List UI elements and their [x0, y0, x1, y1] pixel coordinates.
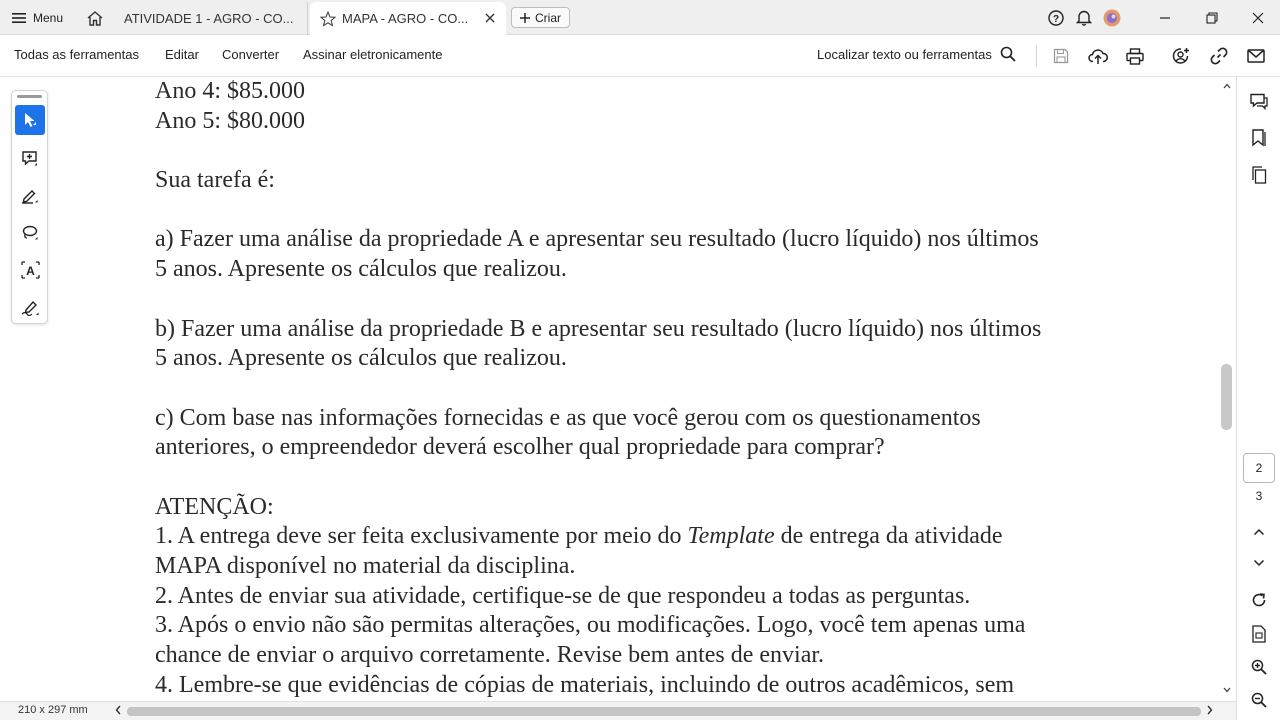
doc-line: c) Com base nas informações fornecidas e as que você gerou com os questionamentos	[155, 404, 981, 431]
restore-icon	[1206, 12, 1218, 24]
add-comment-tool[interactable]	[15, 143, 45, 173]
all-tools-menu[interactable]: Todas as ferramentas	[14, 47, 140, 62]
tab-mapa-agro[interactable]	[310, 2, 506, 35]
email-button[interactable]	[1245, 45, 1267, 67]
current-page-input[interactable]: 2	[1243, 453, 1275, 483]
zoom-in-icon	[1251, 659, 1267, 675]
draw-tool[interactable]	[15, 217, 45, 247]
find-label: Localizar texto ou ferramentas	[817, 46, 992, 62]
close-icon	[1252, 12, 1264, 24]
save-icon	[1053, 48, 1069, 64]
minimize-button[interactable]	[1150, 4, 1180, 32]
horizontal-scroll-thumb[interactable]	[127, 707, 1201, 716]
doc-blank-line	[155, 285, 1145, 315]
plus-icon	[520, 13, 530, 23]
chevron-up-icon	[1253, 528, 1265, 536]
bell-icon	[1076, 9, 1092, 26]
doc-line: MAPA disponível no material da disciplina.	[155, 553, 576, 579]
toolbar-divider	[1036, 45, 1037, 67]
convert-menu[interactable]: Converter	[222, 47, 280, 62]
doc-blank-line	[155, 463, 1145, 493]
doc-line: ATENÇÃO:	[155, 493, 274, 520]
doc-text: de entrega da atividade	[774, 523, 1003, 550]
total-pages: 3	[1255, 489, 1263, 503]
highlight-tool[interactable]	[15, 180, 45, 210]
account-button[interactable]	[1098, 4, 1126, 32]
find-text-or-tools[interactable]	[817, 46, 1016, 62]
title-bar-actions	[1042, 0, 1126, 35]
doc-text: 1. A entrega deve ser feita exclusivamente por meio do	[155, 523, 688, 550]
doc-line: 2. Antes de enviar sua atividade, certifique-se de que respondeu a todas as perguntas.	[155, 582, 971, 609]
pages-panel-button[interactable]	[1247, 163, 1271, 187]
main-toolbar	[0, 35, 1280, 77]
edit-menu[interactable]: Editar	[165, 47, 199, 62]
lasso-icon	[21, 224, 39, 241]
star-icon[interactable]	[320, 11, 336, 27]
print-button[interactable]	[1124, 45, 1146, 67]
sign-menu[interactable]: Assinar eletronicamente	[303, 47, 443, 62]
zoom-out-button[interactable]	[1247, 688, 1271, 712]
avatar	[1103, 9, 1121, 27]
scroll-up-arrow-icon[interactable]	[1223, 83, 1231, 89]
refresh-button[interactable]	[1247, 588, 1271, 612]
help-button[interactable]	[1042, 4, 1070, 32]
right-rail	[1236, 77, 1280, 720]
doc-line: chance de enviar o arquivo corretamente. Revise bem antes de enviar.	[155, 642, 825, 669]
doc-line: Ano 5: $80.000	[155, 107, 305, 134]
link-icon	[1210, 47, 1228, 65]
create-label: Criar	[535, 10, 561, 25]
share-button[interactable]	[1170, 45, 1192, 67]
vertical-scrollbar[interactable]	[1218, 77, 1236, 701]
refresh-icon	[1251, 592, 1267, 608]
quick-tools-palette	[11, 90, 48, 324]
signature-pen-icon	[21, 299, 40, 316]
page-fit-button[interactable]	[1247, 622, 1271, 646]
doc-blank-line	[155, 196, 1145, 226]
status-bar	[0, 701, 1236, 720]
page-fit-icon	[1251, 625, 1267, 643]
bookmark-icon	[1251, 129, 1267, 147]
doc-blank-line	[155, 136, 1145, 166]
close-tab-button[interactable]	[482, 10, 498, 26]
sign-tool[interactable]	[15, 292, 45, 322]
cloud-upload-icon	[1088, 48, 1108, 65]
menu-button[interactable]	[6, 6, 69, 29]
doc-line: 5 anos. Apresente os cálculos que realizou.	[155, 345, 567, 372]
mail-icon	[1247, 49, 1265, 63]
zoom-in-button[interactable]	[1247, 655, 1271, 679]
pen-icon	[21, 187, 39, 204]
doc-line: Sua tarefa é:	[155, 167, 275, 194]
vertical-scroll-thumb[interactable]	[1221, 364, 1232, 430]
share-user-icon	[1172, 47, 1191, 65]
doc-line: b) Fazer uma análise da propriedade B e apresentar seu resultado (lucro líquido) nos últimos	[155, 315, 1042, 342]
previous-page-button[interactable]	[1247, 520, 1271, 544]
bookmarks-panel-button[interactable]	[1247, 126, 1271, 150]
select-tool[interactable]	[15, 105, 45, 135]
save-button[interactable]	[1050, 45, 1072, 67]
search-icon	[1000, 46, 1016, 62]
add-text-tool[interactable]	[15, 255, 45, 285]
home-button[interactable]	[84, 7, 106, 29]
home-icon	[87, 11, 103, 26]
svg-text:A: A	[25, 264, 35, 278]
comment-add-icon	[21, 150, 39, 167]
tab-label: ATIVIDADE 1 - AGRO - CO...	[124, 11, 294, 26]
scroll-left-arrow-icon[interactable]	[115, 705, 121, 715]
close-window-button[interactable]	[1243, 4, 1273, 32]
doc-line: Ano 4: $85.000	[155, 78, 305, 104]
notifications-button[interactable]	[1070, 4, 1098, 32]
doc-line: a) Fazer uma análise da propriedade A e apresentar seu resultado (lucro líquido) nos últimos	[155, 226, 1039, 253]
chevron-down-icon	[1253, 559, 1265, 567]
restore-button[interactable]	[1197, 4, 1227, 32]
tab-atividade-1[interactable]	[112, 2, 308, 35]
pages-icon	[1251, 166, 1267, 184]
scroll-right-arrow-icon[interactable]	[1207, 705, 1213, 715]
title-bar	[0, 0, 1280, 35]
close-icon	[485, 13, 495, 23]
window-controls	[1150, 0, 1273, 35]
copy-link-button[interactable]	[1208, 45, 1230, 67]
create-button[interactable]	[511, 7, 570, 28]
doc-line: 3. Após o envio não são permitas alterações, ou modificações. Logo, você tem apenas uma	[155, 612, 1026, 639]
doc-line: 5 anos. Apresente os cálculos que realizou.	[155, 256, 567, 283]
palette-grip[interactable]	[17, 95, 42, 98]
doc-line: anteriores, o empreendedor deverá escolher qual propriedade para comprar?	[155, 434, 885, 461]
scroll-down-arrow-icon[interactable]	[1223, 687, 1231, 693]
document-viewport[interactable]	[0, 77, 1236, 701]
minimize-icon	[1159, 12, 1171, 24]
next-page-button[interactable]	[1247, 551, 1271, 575]
doc-line-template	[155, 522, 1145, 552]
help-icon	[1048, 10, 1064, 26]
cloud-upload-button[interactable]	[1087, 45, 1109, 67]
doc-line: 4. Lembre-se que evidências de cópias de materiais, incluindo de outros acadêmicos, sem	[155, 671, 1015, 698]
comments-panel-button[interactable]	[1247, 89, 1271, 113]
print-icon	[1126, 48, 1144, 65]
text-box-icon	[21, 261, 40, 279]
svg-text:?: ?	[1052, 13, 1060, 25]
doc-italic-text: Template	[687, 523, 775, 550]
cursor-icon	[23, 112, 37, 128]
page-size-label: 210 x 297 mm	[18, 704, 88, 716]
tab-label: MAPA - AGRO - CO...	[342, 11, 469, 26]
document-page	[155, 77, 1145, 700]
menu-label: Menu	[33, 10, 64, 25]
hamburger-icon	[12, 12, 26, 24]
comments-icon	[1250, 93, 1268, 110]
zoom-out-icon	[1251, 692, 1267, 708]
doc-blank-line	[155, 374, 1145, 404]
